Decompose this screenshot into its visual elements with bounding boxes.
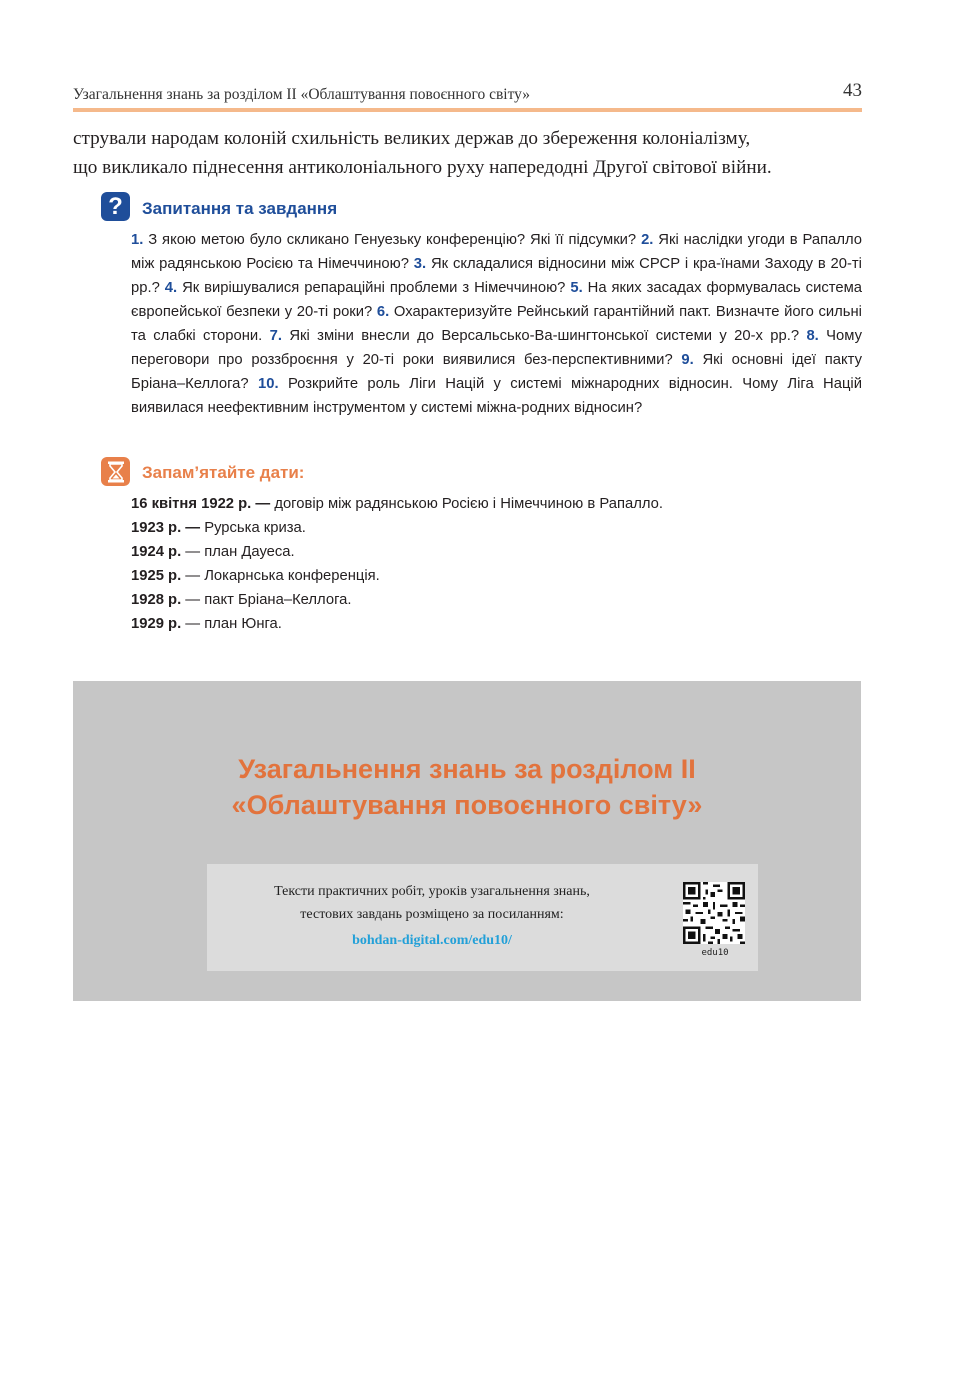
intro-paragraph: [73, 124, 862, 182]
question-item: 4. Як вирішувалися репараційні проблеми з Німеччиною?: [164, 280, 566, 296]
summary-banner: [73, 681, 861, 1001]
date-item: 1928 р. — пакт Бріана–Келлога.: [131, 592, 352, 608]
date-item: 16 квітня 1922 р. — договір між радянською Росією і Німеччиною в Рапалло.: [131, 496, 663, 512]
questions-list: [131, 228, 862, 420]
question-item: 9. Які основні ідеї пакту Бріана–Келлога?: [131, 352, 862, 392]
question-item: 8. Чому переговори про роззброєння у 20-ті роки виявилися без-перспективними?: [131, 328, 862, 368]
date-item: 1925 р. — Локарнська конференція.: [131, 568, 380, 584]
date-item: 1923 р. — Рурська криза.: [131, 520, 306, 536]
date-item: 1929 р. — план Юнга.: [131, 616, 282, 632]
qr-label: edu10: [701, 948, 729, 958]
running-title: Узагальнення знань за розділом II «Облаштування повоєнного світу»: [73, 86, 531, 103]
question-item: 7. Які зміни внесли до Версальсько-Ва-шингтонської системи у 20-х рр.?: [269, 328, 800, 344]
question-item: 5. На яких засадах формувалась система європейської безпеки у 20-ті роки?: [131, 280, 862, 320]
date-item: 1924 р. — план Дауеса.: [131, 544, 295, 560]
question-item: 2. Які наслідки угоди в Рапалло між радянською Росією та Німеччиною?: [131, 232, 862, 272]
resource-text: Тексти практичних робіт, уроків узагальнення знань, тестових завдань розміщено за посиланням: bohdan-digital.com/edu10/: [207, 880, 657, 952]
resource-box: [207, 864, 758, 971]
intro-line-1: стрували народам колоній схильність великих держав до збереження колоніалізму,: [73, 128, 751, 149]
question-item: 1. З якою метою було скликано Генуезьку конференцію? Які її підсумки?: [131, 232, 637, 248]
banner-title: Узагальнення знань за розділом II «Облаштування повоєнного світу»: [231, 754, 703, 820]
question-icon: ?: [101, 192, 130, 221]
page-number: 43: [843, 80, 862, 101]
header-divider: [73, 108, 862, 112]
page-header: [73, 78, 862, 112]
dates-list: [131, 492, 663, 636]
question-item: 10. Розкрийте роль Ліги Націй у системі міжнародних відносин. Чому Ліга Націй виявилася неефективним інструментом у системі міжна-родних відносин?: [131, 376, 862, 416]
question-item: 6. Охарактеризуйте Рейнський гарантійний пакт. Визначте його сильні та слабкі сторони.: [131, 304, 862, 344]
hourglass-icon: [101, 457, 130, 486]
resource-link[interactable]: bohdan-digital.com/edu10/: [352, 933, 512, 948]
intro-line-2: що викликало піднесення антиколоніального руху напередодні Другої світової війни.: [73, 157, 772, 178]
questions-title: Запитання та завдання: [142, 199, 338, 218]
question-item: 3. Як складалися відносини між СРСР і кра-їнами Заходу в 20-ті рр.?: [131, 256, 862, 296]
dates-title: Запам’ятайте дати:: [142, 463, 305, 482]
qr-code-icon[interactable]: [683, 882, 745, 944]
